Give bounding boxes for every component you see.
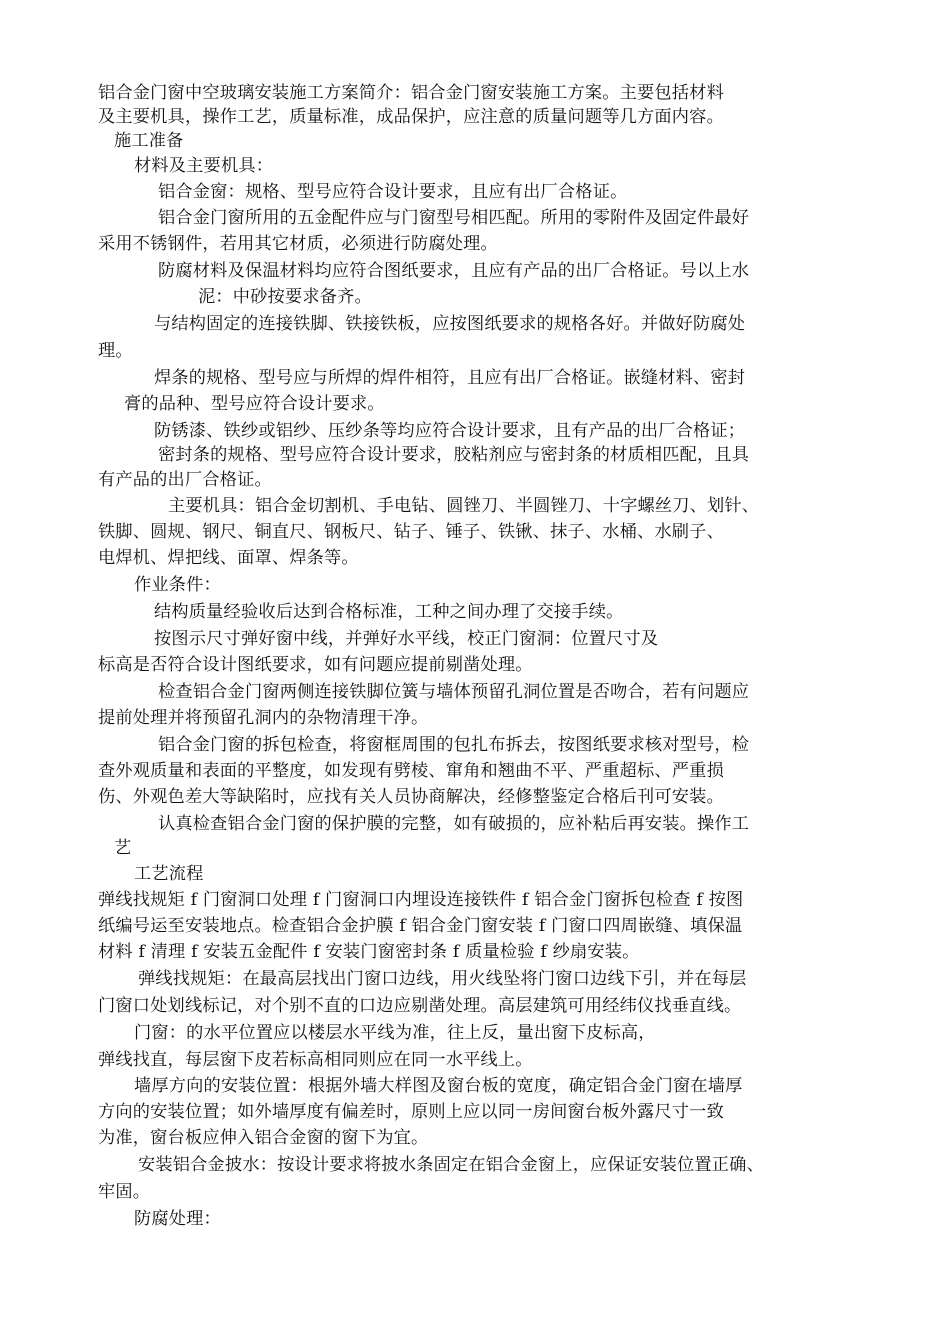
text-line: 为准，窗台板应伸入铝合金窗的窗下为宜。	[98, 1128, 429, 1148]
text-line: 门窗：的水平位置应以楼层水平线为准，往上反，量出窗下皮标高，	[134, 1023, 656, 1043]
subsection-heading: 材料及主要机具：	[134, 156, 274, 176]
text-line: 伤、外观色差大等缺陷时，应找有关人员协商解决，经修整鉴定合格后刊可安装。	[98, 787, 724, 807]
section-heading: 施工准备	[114, 131, 184, 151]
text-line: 铝合金门窗的拆包检查，将窗框周围的包扎布拆去，按图纸要求核对型号，检	[158, 735, 750, 755]
text-line: 防腐材料及保温材料均应符合图纸要求，且应有产品的出厂合格证。号以上水	[158, 261, 750, 281]
text-line: 铁脚、圆规、钢尺、铜直尺、钢板尺、钻子、锤子、铁锹、抹子、水桶、水刷子、	[98, 522, 724, 542]
text-line: 按图示尺寸弹好窗中线，并弹好水平线，校正门窗洞：位置尺寸及	[154, 629, 659, 649]
text-line: 及主要机具，操作工艺，质量标准，成品保护，应注意的质量问题等几方面内容。	[98, 107, 724, 127]
text-line: 铝合金门窗中空玻璃安装施工方案简介：铝合金门窗安装施工方案。主要包括材料	[98, 83, 724, 103]
text-line: 认真检查铝合金门窗的保护膜的完整，如有破损的，应补粘后再安装。操作工	[158, 814, 750, 834]
text-line: 弹线找规矩 f 门窗洞口处理 f 门窗洞口内埋设连接铁件 f 铝合金门窗拆包检查 f 按图	[98, 890, 744, 910]
text-line: 提前处理并将预留孔洞内的杂物清理干净。	[98, 708, 429, 728]
text-line: 防锈漆、铁纱或铝纱、压纱条等均应符合设计要求，且有产品的出厂合格证；	[154, 421, 746, 441]
text-line: 与结构固定的连接铁脚、铁接铁板，应按图纸要求的规格各好。并做好防腐处	[154, 314, 746, 334]
text-line: 材料 f 清理 f 安装五金配件 f 安装门窗密封条 f 质量检验 f 纱扇安装。	[98, 942, 640, 962]
text-line: 铝合金门窗所用的五金配件应与门窗型号相匹配。所用的零附件及固定件最好	[158, 208, 750, 228]
text-line: 牢固。	[98, 1182, 151, 1202]
text-line: 主要机具：铝合金切割机、手电钻、圆锉刀、半圆锉刀、十字螺丝刀、划针、	[168, 496, 760, 516]
text-line: 弹线找规矩：在最高层找出门窗口边线，用火线坠将门窗口边线下引，并在每层	[138, 969, 747, 989]
subsection-heading: 防腐处理：	[134, 1209, 221, 1229]
text-line: 纸编号运至安装地点。检查铝合金护膜 f 铝合金门窗安装 f 门窗口四周嵌缝、填保温	[98, 916, 743, 936]
text-line: 采用不锈钢件，若用其它材质，必须进行防腐处理。	[98, 234, 498, 254]
subsection-heading: 工艺流程	[134, 864, 204, 884]
subsection-heading: 作业条件：	[134, 575, 221, 595]
text-line: 安装铝合金披水：按设计要求将披水条固定在铝合金窗上，应保证安装位置正确、	[138, 1155, 764, 1175]
text-line: 弹线找直，每层窗下皮若标高相同则应在同一水平线上。	[98, 1050, 533, 1070]
text-line: 检查铝合金门窗两侧连接铁脚位簧与墙体预留孔洞位置是否吻合，若有问题应	[158, 682, 750, 702]
text-line: 墙厚方向的安装位置：根据外墙大样图及窗台板的宽度，确定铝合金门窗在墙厚	[134, 1076, 743, 1096]
text-line: 方向的安装位置；如外墙厚度有偏差时，原则上应以同一房间窗台板外露尺寸一致	[98, 1102, 724, 1122]
text-line: 泥：中砂按要求备齐。	[198, 287, 372, 307]
text-line: 铝合金窗：规格、型号应符合设计要求，且应有出厂合格证。	[158, 182, 628, 202]
text-line: 膏的品种、型号应符合设计要求。	[124, 394, 385, 414]
text-line: 理。	[98, 341, 133, 361]
text-line: 门窗口处划线标记，对个别不直的口边应剔凿处理。高层建筑可用经纬仪找垂直线。	[98, 996, 742, 1016]
text-line: 电焊机、焊把线、面罩、焊条等。	[98, 548, 359, 568]
text-line: 焊条的规格、型号应与所焊的焊件相符，且应有出厂合格证。嵌缝材料、密封	[154, 368, 746, 388]
text-line: 结构质量经验收后达到合格标准，工种之间办理了交接手续。	[154, 602, 624, 622]
text-line: 标高是否符合设计图纸要求，如有问题应提前剔凿处理。	[98, 655, 533, 675]
text-line: 艺	[114, 838, 132, 858]
text-line: 有产品的出厂合格证。	[98, 470, 272, 490]
text-line: 密封条的规格、型号应符合设计要求，胶粘剂应与密封条的材质相匹配，且具	[158, 445, 750, 465]
text-line: 查外观质量和表面的平整度，如发现有劈棱、窜角和翘曲不平、严重超标、严重损	[98, 761, 724, 781]
